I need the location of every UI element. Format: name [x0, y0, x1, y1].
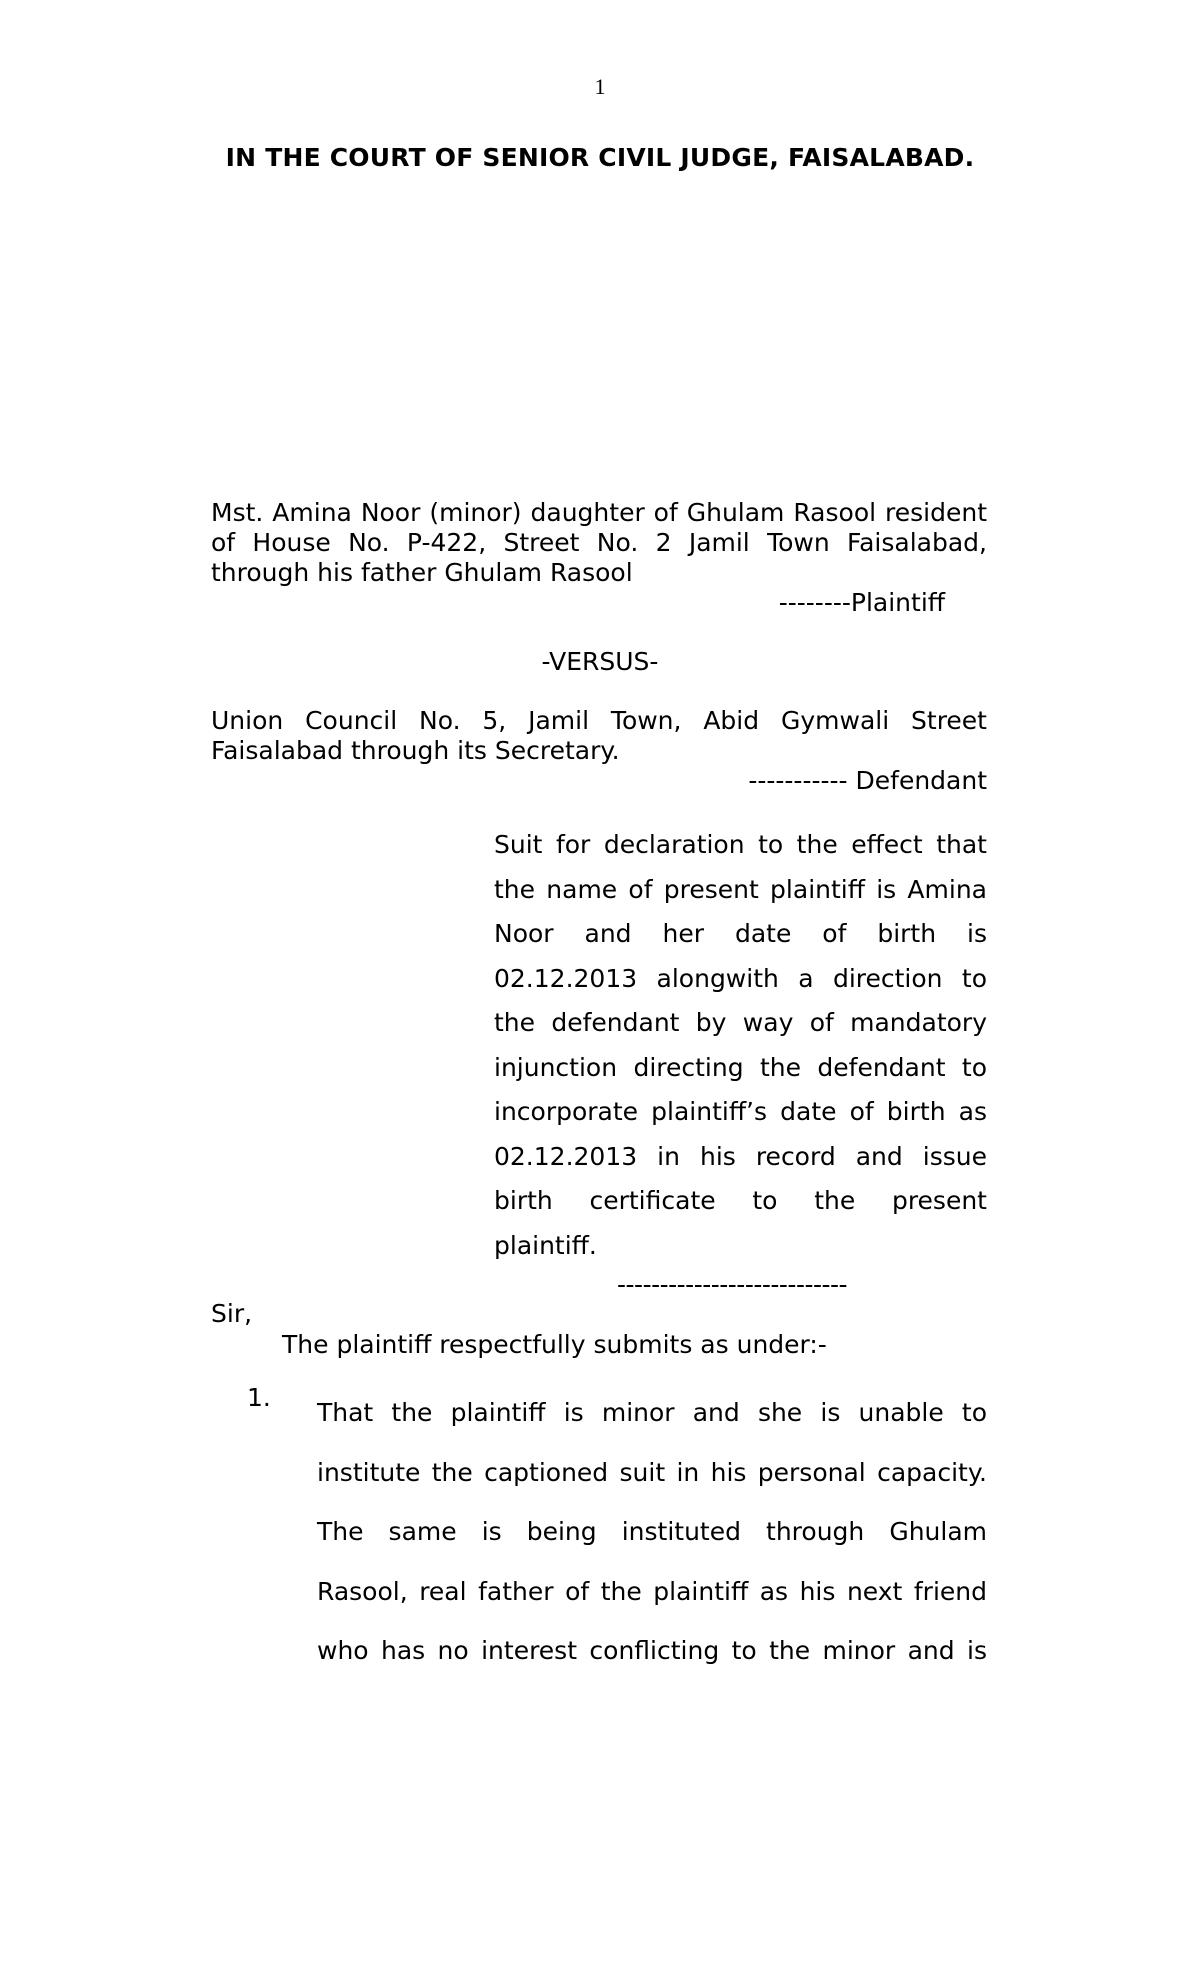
plaintiff-block — [211, 498, 987, 618]
suit-title-line: Suit for declaration to the effect that — [494, 830, 987, 859]
suit-title-line: incorporate plaintiff’s date of birth as — [494, 1097, 987, 1126]
suit-title — [494, 823, 987, 1268]
suit-title-line: injunction directing the defendant to — [494, 1052, 987, 1082]
submission-intro: The plaintiff respectfully submits as under:- — [282, 1330, 827, 1359]
paragraph-line: who has no interest conflicting to the minor and is — [317, 1636, 987, 1665]
suit-title-line: 02.12.2013 alongwith a direction to — [494, 963, 987, 993]
paragraph-line: Rasool, real father of the plaintiff as his next friend — [317, 1576, 987, 1606]
defendant-block — [211, 706, 987, 796]
paragraph-line: institute the captioned suit in his personal capacity. — [317, 1457, 987, 1487]
page-number: 1 — [594, 74, 606, 99]
plaintiff-description: Mst. Amina Noor (minor) daughter of Ghulam Rasool resident of House No. P-422, Street No. 2 Jamil Town Faisalabad, through his father Ghulam Rasool — [211, 498, 987, 587]
salutation: Sir, — [211, 1299, 253, 1328]
paragraph-line: The same is being instituted through Ghulam — [317, 1517, 987, 1546]
section-divider: --------------------------- — [617, 1270, 848, 1299]
suit-title-line: the name of present plaintiff is Amina — [494, 874, 987, 904]
suit-title-line: the defendant by way of mandatory — [494, 1008, 987, 1037]
plaintiff-label: --------Plaintiff — [778, 588, 945, 617]
suit-title-line: Noor and her date of birth is — [494, 919, 987, 948]
paragraph-text — [317, 1383, 987, 1681]
suit-title-line: 02.12.2013 in his record and issue — [494, 1141, 987, 1171]
defendant-label: ----------- Defendant — [748, 766, 987, 795]
suit-title-line: birth certificate to the present — [494, 1186, 987, 1215]
suit-title-line: plaintiff. — [494, 1230, 597, 1260]
versus-heading: -VERSUS- — [541, 647, 659, 676]
paragraph-number: 1. — [247, 1383, 271, 1412]
paragraph-line: That the plaintiff is minor and she is unable to — [317, 1398, 987, 1427]
court-title: IN THE COURT OF SENIOR CIVIL JUDGE, FAISALABAD. — [225, 143, 975, 172]
defendant-description: Union Council No. 5, Jamil Town, Abid Gymwali Street Faisalabad through its Secretary. — [211, 706, 987, 765]
